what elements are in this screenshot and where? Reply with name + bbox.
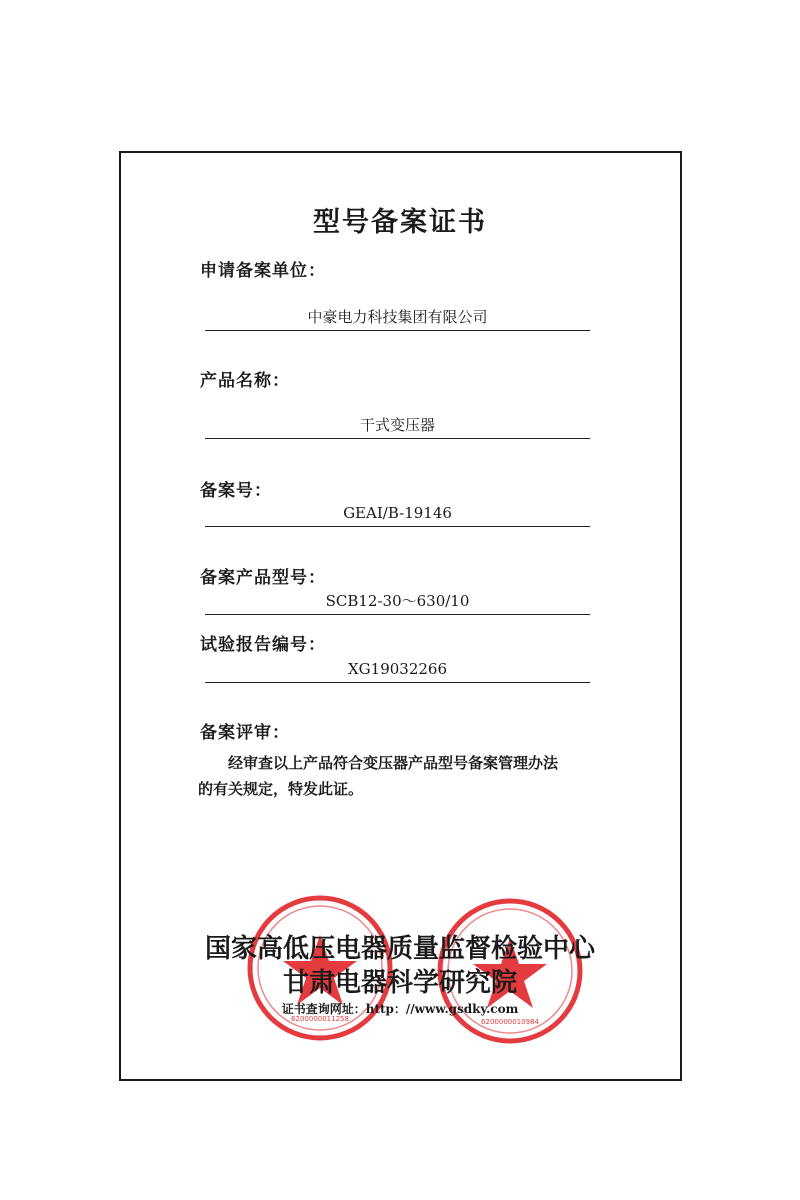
field-value-applicant: 中豪电力科技集团有限公司 — [205, 304, 590, 331]
field-label-test-report: 试验报告编号： — [200, 635, 326, 655]
issuer-name-line-2: 甘肃电器科学研究院 — [282, 968, 517, 998]
field-label-record-number: 备案号： — [200, 481, 272, 501]
field-value-product-name: 干式变压器 — [205, 412, 590, 439]
review-text-line-2: 的有关规定，特发此证。 — [198, 780, 364, 798]
field-label-applicant: 申请备案单位： — [200, 261, 326, 281]
field-label-product-name: 产品名称： — [200, 371, 290, 391]
review-text-line-1: 经审查以上产品符合变压器产品型号备案管理办法 — [228, 754, 559, 772]
field-value-model: SCB12-30～630/10 — [205, 588, 590, 615]
svg-text:6200000010984: 6200000010984 — [481, 1018, 539, 1026]
verification-website: 证书查询网址：http：//www.gsdky.com — [281, 1002, 519, 1016]
certificate-title: 型号备案证书 — [313, 207, 487, 238]
review-text — [198, 750, 598, 802]
issuer-name-line-1: 国家高低压电器质量监督检验中心 — [204, 934, 595, 964]
svg-text:6200000011258: 6200000011258 — [291, 1015, 349, 1023]
review-label: 备案评审： — [200, 723, 290, 743]
field-value-record-number: GEAI/B-19146 — [205, 500, 590, 527]
field-label-model: 备案产品型号： — [200, 568, 326, 588]
field-value-test-report: XG19032266 — [205, 656, 590, 683]
